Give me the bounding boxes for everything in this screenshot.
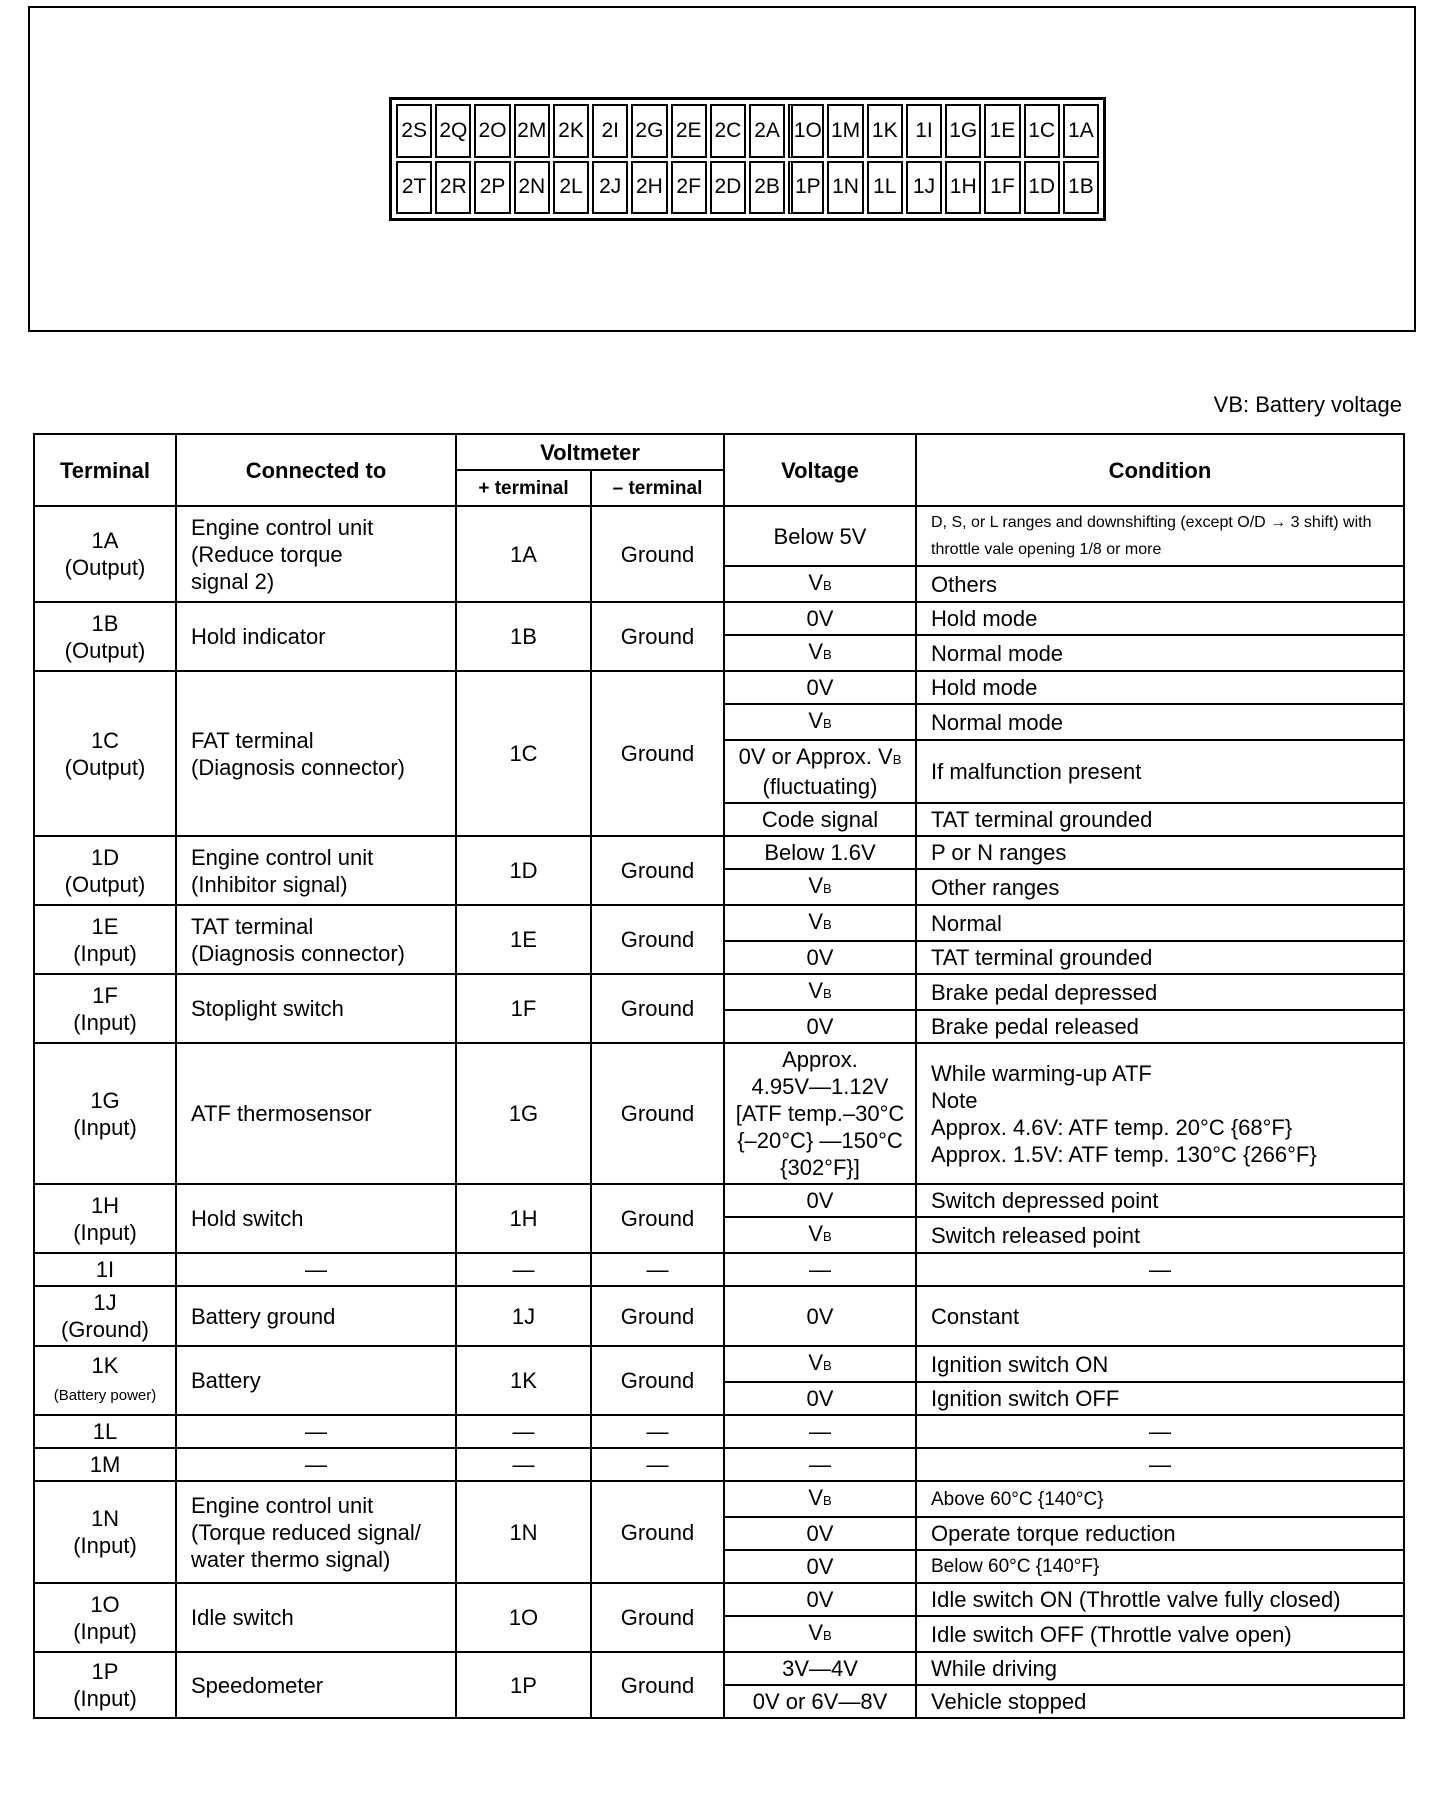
voltage-cell: 3V—4V [724,1652,916,1685]
table-row [34,1253,1404,1286]
condition-cell: Brake pedal released [916,1010,1404,1043]
voltage-cell: Approx. 4.95V—1.12V [ATF temp.–30°C {–20°C} —150°C {302°F}] [724,1043,916,1184]
connected-to-cell: Battery ground [176,1286,456,1346]
table-row [34,1652,1404,1685]
connector-pin: 2F [671,161,707,215]
terminal-cell: 1P (Input) [34,1652,176,1718]
connector-pin: 2N [514,161,550,215]
minus-terminal-cell: Ground [591,1652,724,1718]
connector-pin: 2J [592,161,628,215]
terminal-cell: 1F (Input) [34,974,176,1043]
minus-terminal-cell: Ground [591,1583,724,1652]
plus-terminal-cell: 1N [456,1481,591,1583]
voltage-cell: VB [724,704,916,740]
condition-cell: If malfunction present [916,740,1404,803]
minus-terminal-cell: Ground [591,1286,724,1346]
connector-pin: 2B [749,161,785,215]
connector-pin: 1P [788,161,824,215]
condition-cell: Normal mode [916,635,1404,671]
condition-cell: Brake pedal depressed [916,974,1404,1010]
minus-terminal-cell: — [591,1448,724,1481]
minus-terminal-cell: Ground [591,1043,724,1184]
voltage-cell: — [724,1448,916,1481]
header-minus-terminal: – terminal [591,470,724,506]
plus-terminal-cell: — [456,1415,591,1448]
connected-to-cell: Speedometer [176,1652,456,1718]
table-row [34,974,1404,1010]
connector-pin: 2A [749,104,785,158]
voltage-cell: VB [724,635,916,671]
voltage-cell: 0V [724,671,916,704]
header-terminal: Terminal [34,434,176,506]
voltage-cell: VB [724,1346,916,1382]
minus-terminal-cell: Ground [591,1346,724,1415]
voltage-cell: 0V [724,1382,916,1415]
connector-pin: 2K [553,104,589,158]
terminal-cell: 1N (Input) [34,1481,176,1583]
condition-cell: Vehicle stopped [916,1685,1404,1718]
condition-cell: Normal [916,905,1404,941]
terminal-cell: 1K (Battery power) [34,1346,176,1415]
terminal-cell: 1M [34,1448,176,1481]
connector-pin: 2C [710,104,746,158]
table-row [34,1448,1404,1481]
voltage-cell: VB [724,566,916,602]
voltage-cell: Code signal [724,803,916,836]
condition-cell: Hold mode [916,671,1404,704]
condition-cell: Operate torque reduction [916,1517,1404,1550]
terminal-cell: 1H (Input) [34,1184,176,1253]
condition-cell: Switch depressed point [916,1184,1404,1217]
terminal-cell: 1A (Output) [34,506,176,602]
connector-pin: 2P [474,161,510,215]
terminal-voltage-table [33,433,1405,1719]
connector-pin: 1M [827,104,863,158]
condition-cell: P or N ranges [916,836,1404,869]
voltage-cell: 0V or Approx. VB (fluctuating) [724,740,916,803]
connector-pin: 2S [396,104,432,158]
connected-to-cell: Hold indicator [176,602,456,671]
minus-terminal-cell: Ground [591,506,724,602]
condition-cell: — [916,1448,1404,1481]
connector-pin: 1J [906,161,942,215]
table-body [34,506,1404,1718]
table-row [34,1481,1404,1517]
connected-to-cell: Engine control unit (Reduce torque signal 2) [176,506,456,602]
connected-to-cell: Engine control unit (Inhibitor signal) [176,836,456,905]
connector-pin: 1F [984,161,1020,215]
minus-terminal-cell: Ground [591,836,724,905]
condition-cell: Normal mode [916,704,1404,740]
connector-pin-grid [396,104,1099,214]
condition-cell: Other ranges [916,869,1404,905]
terminal-cell: 1C (Output) [34,671,176,836]
connected-to-cell: — [176,1448,456,1481]
minus-terminal-cell: Ground [591,602,724,671]
table-row [34,506,1404,566]
connector-pin: 2M [514,104,550,158]
connector-pin: 1H [945,161,981,215]
terminal-cell: 1G (Input) [34,1043,176,1184]
header-connected-to: Connected to [176,434,456,506]
voltage-cell: 0V or 6V—8V [724,1685,916,1718]
header-voltmeter: Voltmeter [456,434,724,470]
condition-cell: D, S, or L ranges and downshifting (except O/D → 3 shift) with throttle vale opening 1/8 or more [916,506,1404,566]
connector-pin: 2R [435,161,471,215]
plus-terminal-cell: 1A [456,506,591,602]
minus-terminal-cell: Ground [591,1184,724,1253]
table-row [34,1583,1404,1616]
voltage-cell: 0V [724,1184,916,1217]
condition-cell: TAT terminal grounded [916,803,1404,836]
header-voltage: Voltage [724,434,916,506]
voltage-cell: VB [724,905,916,941]
connector-pin: 2D [710,161,746,215]
voltage-cell: 0V [724,602,916,635]
connector-pin: 1G [945,104,981,158]
connected-to-cell: Stoplight switch [176,974,456,1043]
voltage-cell: VB [724,1217,916,1253]
terminal-cell: 1L [34,1415,176,1448]
table-row [34,671,1404,704]
connector-pin: 2G [631,104,667,158]
condition-cell: Below 60°C {140°F} [916,1550,1404,1583]
condition-cell: — [916,1415,1404,1448]
condition-cell: While warming-up ATF Note Approx. 4.6V: ATF temp. 20°C {68°F} Approx. 1.5V: ATF temp. 130°C {266°F} [916,1043,1404,1184]
minus-terminal-cell: Ground [591,671,724,836]
connector-pin: 1K [867,104,903,158]
plus-terminal-cell: 1O [456,1583,591,1652]
condition-cell: Constant [916,1286,1404,1346]
connected-to-cell: Hold switch [176,1184,456,1253]
table-row [34,836,1404,869]
plus-terminal-cell: 1P [456,1652,591,1718]
condition-cell: While driving [916,1652,1404,1685]
connector-pin: 1E [984,104,1020,158]
connector-pin: 1N [827,161,863,215]
voltage-cell: VB [724,1481,916,1517]
connected-to-cell: FAT terminal (Diagnosis connector) [176,671,456,836]
connector-pin: 1A [1063,104,1099,158]
condition-cell: Ignition switch ON [916,1346,1404,1382]
connector-pin: 2L [553,161,589,215]
condition-cell: Hold mode [916,602,1404,635]
battery-voltage-note: VB: Battery voltage [1213,392,1402,417]
table-row [34,1415,1404,1448]
voltage-cell: — [724,1415,916,1448]
connector-pin: 2E [671,104,707,158]
plus-terminal-cell: 1E [456,905,591,974]
connector-diagram-frame [28,6,1416,332]
table-row [34,602,1404,635]
terminal-cell: 1I [34,1253,176,1286]
table-row [34,1043,1404,1184]
minus-terminal-cell: Ground [591,1481,724,1583]
plus-terminal-cell: — [456,1253,591,1286]
connected-to-cell: — [176,1253,456,1286]
connected-to-cell: Battery [176,1346,456,1415]
connector-pin: 2Q [435,104,471,158]
plus-terminal-cell: 1J [456,1286,591,1346]
plus-terminal-cell: 1C [456,671,591,836]
condition-cell: Above 60°C {140°C} [916,1481,1404,1517]
connected-to-cell: — [176,1415,456,1448]
voltage-cell: 0V [724,1550,916,1583]
header-condition: Condition [916,434,1404,506]
voltage-cell: 0V [724,1517,916,1550]
condition-cell: Ignition switch OFF [916,1382,1404,1415]
header-plus-terminal: + terminal [456,470,591,506]
connector-pin: 2T [396,161,432,215]
connector-pin: 1I [906,104,942,158]
voltage-cell: 0V [724,941,916,974]
connector-pin: 2H [631,161,667,215]
connector-pin: 2O [474,104,510,158]
minus-terminal-cell: Ground [591,974,724,1043]
connector-pin: 2I [592,104,628,158]
condition-cell: Idle switch OFF (Throttle valve open) [916,1616,1404,1652]
condition-cell: Switch released point [916,1217,1404,1253]
connected-to-cell: Engine control unit (Torque reduced signal/ water thermo signal) [176,1481,456,1583]
voltage-cell: 0V [724,1010,916,1043]
terminal-cell: 1J (Ground) [34,1286,176,1346]
terminal-cell: 1O (Input) [34,1583,176,1652]
table-row [34,1184,1404,1217]
plus-terminal-cell: 1H [456,1184,591,1253]
voltage-cell: 0V [724,1583,916,1616]
voltage-cell: 0V [724,1286,916,1346]
table-row [34,1286,1404,1346]
plus-terminal-cell: 1D [456,836,591,905]
plus-terminal-cell: 1K [456,1346,591,1415]
connector-pin: 1B [1063,161,1099,215]
voltage-cell: Below 5V [724,506,916,566]
voltage-cell: VB [724,869,916,905]
terminal-cell: 1E (Input) [34,905,176,974]
minus-terminal-cell: — [591,1415,724,1448]
connector-pin: 1C [1024,104,1060,158]
connector-pin: 1L [867,161,903,215]
voltage-cell: VB [724,1616,916,1652]
table-row [34,905,1404,941]
voltage-cell: Below 1.6V [724,836,916,869]
voltage-cell: VB [724,974,916,1010]
minus-terminal-cell: Ground [591,905,724,974]
condition-cell: TAT terminal grounded [916,941,1404,974]
plus-terminal-cell: 1F [456,974,591,1043]
minus-terminal-cell: — [591,1253,724,1286]
plus-terminal-cell: 1G [456,1043,591,1184]
connected-to-cell: Idle switch [176,1583,456,1652]
terminal-cell: 1B (Output) [34,602,176,671]
connected-to-cell: ATF thermosensor [176,1043,456,1184]
condition-cell: — [916,1253,1404,1286]
connector-pin: 1D [1024,161,1060,215]
connector-diagram [389,97,1106,221]
connector-pin: 1O [788,104,824,158]
condition-cell: Idle switch ON (Throttle valve fully closed) [916,1583,1404,1616]
plus-terminal-cell: 1B [456,602,591,671]
plus-terminal-cell: — [456,1448,591,1481]
condition-cell: Others [916,566,1404,602]
voltage-cell: — [724,1253,916,1286]
table-row [34,1346,1404,1382]
connected-to-cell: TAT terminal (Diagnosis connector) [176,905,456,974]
terminal-cell: 1D (Output) [34,836,176,905]
